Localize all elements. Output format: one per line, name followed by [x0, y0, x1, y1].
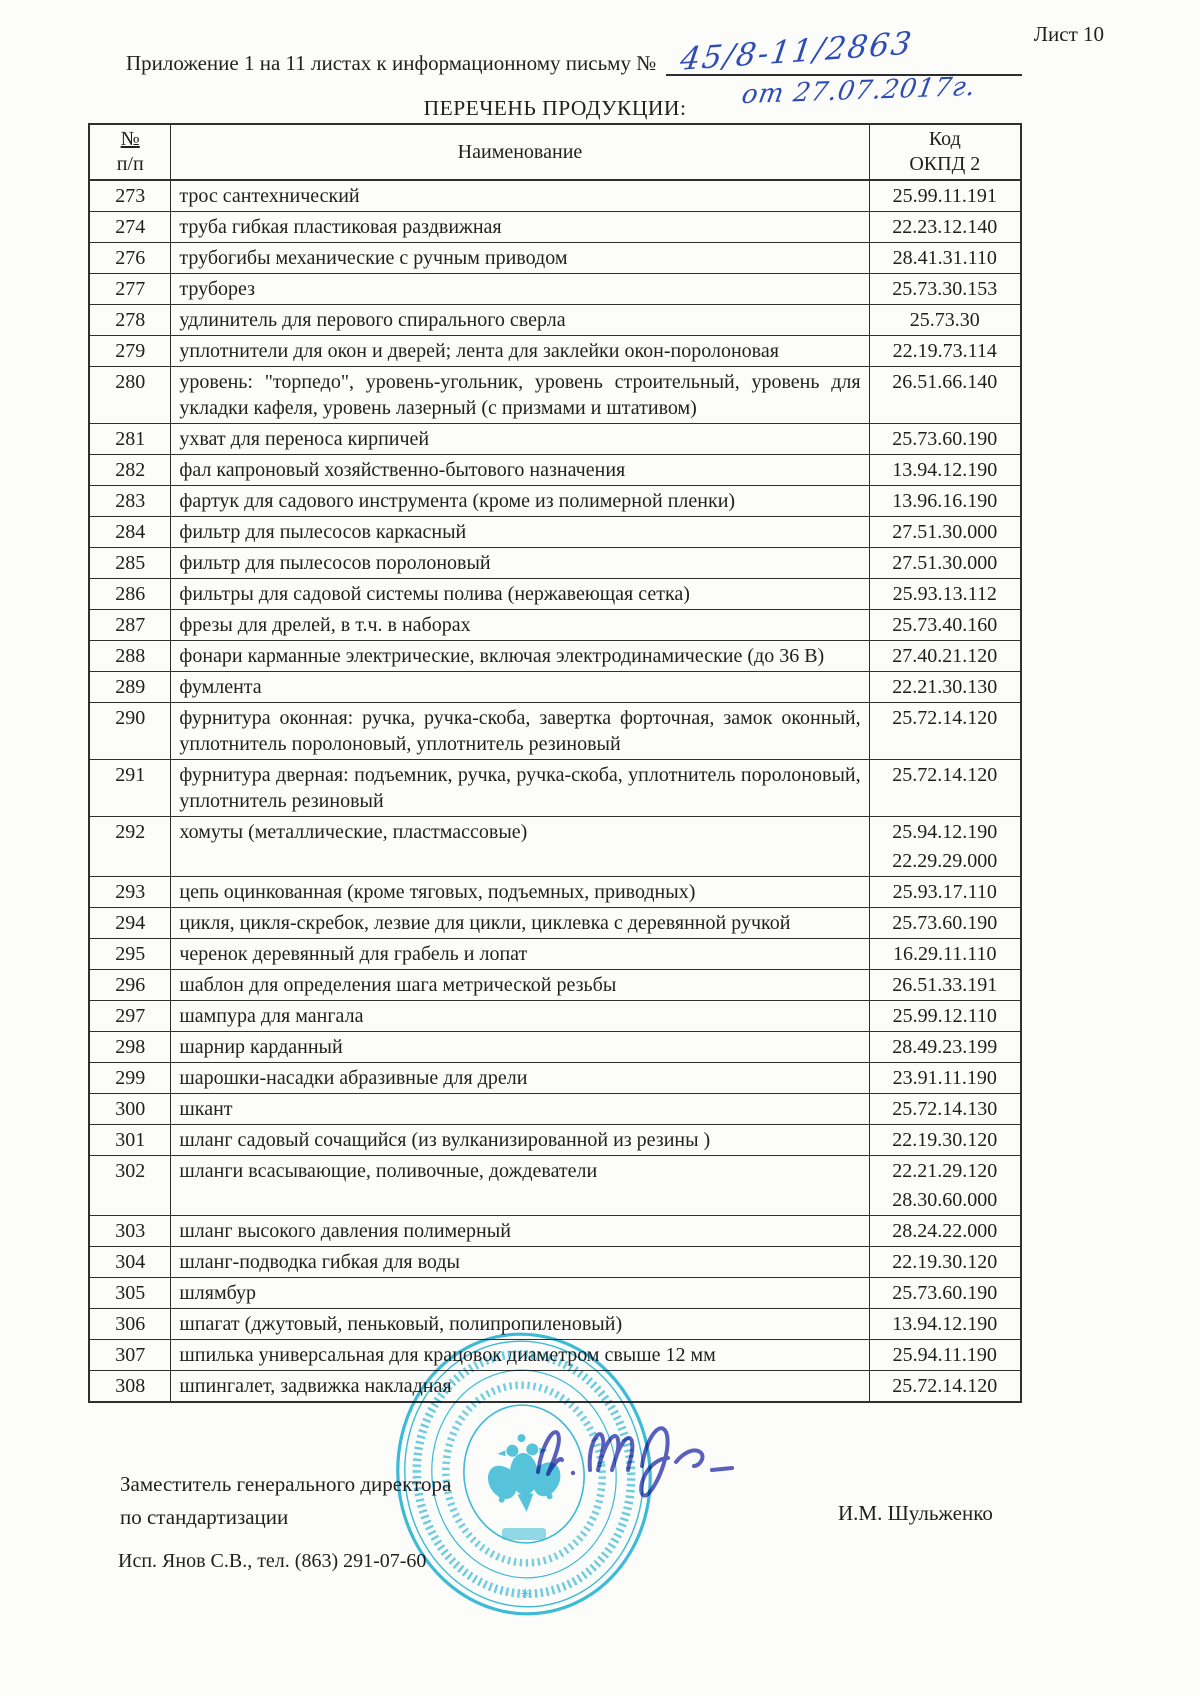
table-row: [89, 1309, 1021, 1340]
product-name: цепь оцинкованная (кроме тяговых, подъемных, приводных): [171, 877, 869, 908]
row-number: 276: [89, 243, 171, 274]
okpd2-code-cell: [869, 1032, 1021, 1063]
okpd2-code: 28.24.22.000: [892, 1220, 998, 1242]
row-number: 281: [89, 424, 171, 455]
table-row: [89, 970, 1021, 1001]
table-row: [89, 1247, 1021, 1278]
product-name: шпагат (джутовый, пеньковый, полипропиленовый): [171, 1309, 869, 1340]
product-name: труборез: [171, 274, 869, 305]
okpd2-code: 25.73.30: [909, 309, 980, 331]
row-number: 292: [89, 817, 171, 877]
product-name: фильтры для садовой системы полива (нержавеющая сетка): [171, 579, 869, 610]
table-row: [89, 1001, 1021, 1032]
okpd2-code-cell: [869, 1371, 1021, 1403]
okpd2-code: 25.93.13.112: [892, 583, 997, 605]
okpd2-code: 25.73.30.153: [892, 278, 998, 300]
okpd2-code-cell: [869, 610, 1021, 641]
table-row: [89, 212, 1021, 243]
okpd2-code: 16.29.11.110: [893, 943, 997, 965]
product-name: трос сантехнический: [171, 180, 869, 212]
table-row: [89, 486, 1021, 517]
table-row: [89, 1094, 1021, 1125]
row-number: 291: [89, 760, 171, 817]
product-name: шпилька универсальная для крацовок диаметром свыше 12 мм: [171, 1340, 869, 1371]
okpd2-code: 26.51.33.191: [892, 974, 998, 996]
okpd2-code: 22.21.30.130: [892, 676, 998, 698]
sheet-number-label: Лист 10: [1033, 22, 1104, 46]
signature: [528, 1388, 772, 1512]
table-row: [89, 367, 1021, 424]
row-number: 306: [89, 1309, 171, 1340]
okpd2-code-cell: [869, 180, 1021, 212]
row-number: 303: [89, 1216, 171, 1247]
product-name: уровень: "торпедо", уровень-угольник, уровень строительный, уровень для укладки кафеля, уровень лазерный (с призмами и штативом): [171, 367, 869, 424]
product-name: шарнир карданный: [171, 1032, 869, 1063]
table-row: [89, 672, 1021, 703]
row-number: 284: [89, 517, 171, 548]
product-name: шаблон для определения шага метрической резьбы: [171, 970, 869, 1001]
table-row: [89, 703, 1021, 760]
column-header-code-line2: ОКПД 2: [909, 153, 981, 175]
okpd2-code: 22.19.30.120: [892, 1129, 998, 1151]
okpd2-code-cell: [869, 486, 1021, 517]
okpd2-code: 25.94.11.190: [892, 1344, 997, 1366]
okpd2-code-cell: [869, 703, 1021, 760]
okpd2-code: 22.19.73.114: [892, 340, 997, 362]
okpd2-code: 25.72.14.120: [892, 764, 998, 786]
okpd2-code: 13.96.16.190: [892, 490, 998, 512]
product-name: черенок деревянный для грабель и лопат: [171, 939, 869, 970]
okpd2-code: 28.49.23.199: [892, 1036, 998, 1058]
row-number: 280: [89, 367, 171, 424]
row-number: 293: [89, 877, 171, 908]
table-row: [89, 1216, 1021, 1247]
table-row: [89, 336, 1021, 367]
column-header-name: Наименование: [171, 124, 869, 180]
okpd2-code: 25.72.14.120: [892, 1375, 998, 1397]
table-row: [89, 517, 1021, 548]
product-name: фумлента: [171, 672, 869, 703]
okpd2-code-cell: [869, 1340, 1021, 1371]
row-number: 290: [89, 703, 171, 760]
table-row: [89, 305, 1021, 336]
okpd2-code-cell: [869, 367, 1021, 424]
okpd2-code: 25.73.60.190: [892, 428, 998, 450]
okpd2-code: 25.72.14.120: [892, 707, 998, 729]
okpd2-code: 27.40.21.120: [892, 645, 998, 667]
okpd2-code-cell: [869, 212, 1021, 243]
signer-position-block: [120, 1468, 451, 1533]
okpd2-code-cell: [869, 1094, 1021, 1125]
table-row: [89, 908, 1021, 939]
appendix-header-line: [126, 25, 1022, 78]
okpd2-code: 25.94.12.190: [892, 821, 998, 843]
okpd2-code-cell: [869, 641, 1021, 672]
row-number: 283: [89, 486, 171, 517]
product-name: шарошки-насадки абразивные для дрели: [171, 1063, 869, 1094]
okpd2-code-cell: [869, 672, 1021, 703]
table-row: [89, 1032, 1021, 1063]
product-name: хомуты (металлические, пластмассовые): [171, 817, 869, 877]
table-row: [89, 274, 1021, 305]
table-row: [89, 548, 1021, 579]
table-row: [89, 1063, 1021, 1094]
row-number: 289: [89, 672, 171, 703]
okpd2-code: 25.72.14.130: [892, 1098, 998, 1120]
row-number: 279: [89, 336, 171, 367]
product-name: ухват для переноса кирпичей: [171, 424, 869, 455]
appendix-text: Приложение 1 на 11 листах к информационному письму №: [126, 51, 657, 75]
table-row: [89, 1371, 1021, 1403]
okpd2-code-cell: [869, 1063, 1021, 1094]
product-name: шланг-подводка гибкая для воды: [171, 1247, 869, 1278]
product-name: удлинитель для перового спирального сверла: [171, 305, 869, 336]
okpd2-code-cell: [869, 1125, 1021, 1156]
signer-position-line2: по стандартизации: [120, 1504, 289, 1529]
table-row: [89, 579, 1021, 610]
okpd2-code-cell: [869, 517, 1021, 548]
okpd2-code: 22.29.29.000: [892, 850, 998, 872]
okpd2-code-cell: [869, 305, 1021, 336]
row-number: 287: [89, 610, 171, 641]
row-number: 297: [89, 1001, 171, 1032]
product-name: шланг высокого давления полимерный: [171, 1216, 869, 1247]
row-number: 298: [89, 1032, 171, 1063]
table-row: [89, 243, 1021, 274]
table-row: [89, 817, 1021, 877]
product-name: шланги всасывающие, поливочные, дождеватели: [171, 1156, 869, 1216]
product-name: шпингалет, задвижка накладная: [171, 1371, 869, 1403]
table-row: [89, 641, 1021, 672]
okpd2-code: 25.73.60.190: [892, 912, 998, 934]
okpd2-code: 13.94.12.190: [892, 1313, 998, 1335]
product-name: фрезы для дрелей, в т.ч. в наборах: [171, 610, 869, 641]
column-header-number-line2: п/п: [116, 153, 144, 175]
okpd2-code: 25.73.60.190: [892, 1282, 998, 1304]
column-header-code: [869, 124, 1021, 180]
okpd2-code: 13.94.12.190: [892, 459, 998, 481]
table-row: [89, 610, 1021, 641]
product-name: фонари карманные электрические, включая электродинамические (до 36 В): [171, 641, 869, 672]
okpd2-code: 23.91.11.190: [892, 1067, 997, 1089]
okpd2-code-cell: [869, 970, 1021, 1001]
okpd2-code: 28.30.60.000: [892, 1189, 998, 1211]
okpd2-code: 25.93.17.110: [892, 881, 997, 903]
row-number: 288: [89, 641, 171, 672]
page-title: ПЕРЕЧЕНЬ ПРОДУКЦИИ:: [423, 96, 687, 120]
okpd2-code: 22.23.12.140: [892, 216, 998, 238]
okpd2-code-cell: [869, 760, 1021, 817]
okpd2-code-cell: [869, 455, 1021, 486]
signer-position-line1: Заместитель генерального директора: [120, 1472, 452, 1496]
table-row: [89, 1125, 1021, 1156]
row-number: 278: [89, 305, 171, 336]
okpd2-code: 25.73.40.160: [892, 614, 998, 636]
svg-text:✳: ✳: [520, 1586, 531, 1601]
row-number: 301: [89, 1125, 171, 1156]
row-number: 282: [89, 455, 171, 486]
okpd2-code-cell: [869, 548, 1021, 579]
okpd2-code: 27.51.30.000: [892, 521, 998, 543]
okpd2-code-cell: [869, 579, 1021, 610]
row-number: 300: [89, 1094, 171, 1125]
row-number: 308: [89, 1371, 171, 1403]
product-table: [88, 123, 1022, 1403]
product-name: шланг садовый сочащийся (из вулканизированной из резины ): [171, 1125, 869, 1156]
signer-name: И.М. Шульженко: [838, 1501, 993, 1525]
product-table-body: [89, 180, 1021, 1402]
table-row: [89, 424, 1021, 455]
row-number: 304: [89, 1247, 171, 1278]
row-number: 305: [89, 1278, 171, 1309]
okpd2-code-cell: [869, 1309, 1021, 1340]
double-headed-eagle-emblem: [485, 1432, 563, 1515]
okpd2-code: 25.99.11.191: [892, 185, 997, 207]
product-name: фурнитура оконная: ручка, ручка-скоба, завертка форточная, замок оконный, уплотнитель поролоновый, уплотнитель резиновый: [171, 703, 869, 760]
row-number: 285: [89, 548, 171, 579]
executor-contact-line: Исп. Янов С.В., тел. (863) 291-07-60: [118, 1550, 427, 1572]
row-number: 286: [89, 579, 171, 610]
table-row: [89, 760, 1021, 817]
column-header-number: [89, 124, 171, 180]
okpd2-code: 26.51.66.140: [892, 371, 998, 393]
okpd2-code-cell: [869, 243, 1021, 274]
product-name: труба гибкая пластиковая раздвижная: [171, 212, 869, 243]
table-header-row: [89, 124, 1021, 180]
okpd2-code-cell: [869, 1216, 1021, 1247]
row-number: 274: [89, 212, 171, 243]
table-row: [89, 1340, 1021, 1371]
okpd2-code-cell: [869, 1278, 1021, 1309]
product-name: трубогибы механические с ручным приводом: [171, 243, 869, 274]
row-number: 299: [89, 1063, 171, 1094]
okpd2-code: 22.21.29.120: [892, 1160, 998, 1182]
okpd2-code: 22.19.30.120: [892, 1251, 998, 1273]
product-name: цикля, цикля-скребок, лезвие для цикли, циклевка с деревянной ручкой: [171, 908, 869, 939]
product-name: фал капроновый хозяйственно-бытового назначения: [171, 455, 869, 486]
okpd2-code: 25.99.12.110: [892, 1005, 997, 1027]
row-number: 277: [89, 274, 171, 305]
table-row: [89, 180, 1021, 212]
handwritten-letter-number: 45/8-11/2863: [678, 25, 916, 78]
okpd2-code-cell: [869, 424, 1021, 455]
table-row: [89, 877, 1021, 908]
okpd2-code-cell: [869, 939, 1021, 970]
product-name: фильтр для пылесосов поролоновый: [171, 548, 869, 579]
row-number: 307: [89, 1340, 171, 1371]
column-header-code-line1: Код: [928, 128, 961, 150]
row-number: 302: [89, 1156, 171, 1216]
row-number: 294: [89, 908, 171, 939]
okpd2-code: 27.51.30.000: [892, 552, 998, 574]
okpd2-code-cell: [869, 877, 1021, 908]
product-name: фартук для садового инструмента (кроме из полимерной пленки): [171, 486, 869, 517]
handwritten-letter-date: от 27.07.2017г.: [739, 71, 979, 111]
okpd2-code-cell: [869, 336, 1021, 367]
okpd2-code: 28.41.31.110: [892, 247, 997, 269]
okpd2-code-cell: [869, 1247, 1021, 1278]
table-row: [89, 1156, 1021, 1216]
okpd2-code-cell: [869, 1156, 1021, 1216]
product-name: шлямбур: [171, 1278, 869, 1309]
okpd2-code-cell: [869, 908, 1021, 939]
okpd2-code-cell: [869, 1001, 1021, 1032]
row-number: 295: [89, 939, 171, 970]
row-number: 273: [89, 180, 171, 212]
column-header-number-line1: №: [120, 128, 140, 150]
okpd2-code-cell: [869, 274, 1021, 305]
product-name: шампура для мангала: [171, 1001, 869, 1032]
table-row: [89, 939, 1021, 970]
okpd2-code-cell: [869, 817, 1021, 877]
product-name: фурнитура дверная: подъемник, ручка, ручка-скоба, уплотнитель поролоновый, уплотнитель резиновый: [171, 760, 869, 817]
table-row: [89, 1278, 1021, 1309]
table-row: [89, 455, 1021, 486]
product-name: фильтр для пылесосов каркасный: [171, 517, 869, 548]
product-name: шкант: [171, 1094, 869, 1125]
row-number: 296: [89, 970, 171, 1001]
product-name: уплотнители для окон и дверей; лента для заклейки окон-поролоновая: [171, 336, 869, 367]
